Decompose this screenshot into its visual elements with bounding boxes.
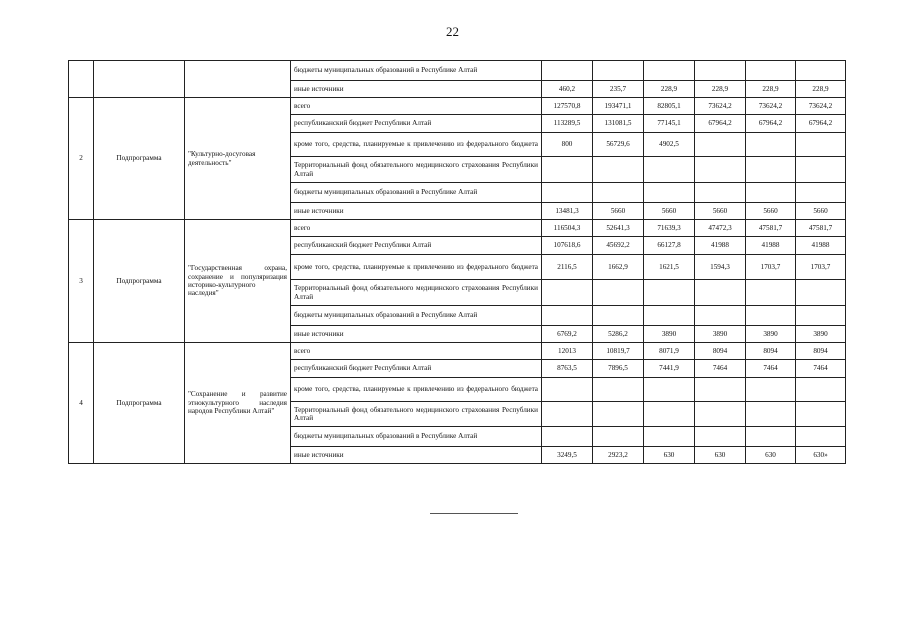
value-cell: 3890 (796, 326, 846, 343)
subprogram-number: 4 (69, 343, 94, 464)
source-label: всего (291, 343, 542, 360)
value-cell: 12013 (542, 343, 593, 360)
value-cell: 5660 (796, 203, 846, 220)
value-cell: 66127,8 (644, 237, 695, 255)
value-cell: 8094 (695, 343, 746, 360)
value-cell (644, 402, 695, 427)
continued-idx-cell (69, 61, 94, 98)
subprogram-number: 3 (69, 220, 94, 343)
subprogram-type: Подпрограмма (94, 220, 185, 343)
end-rule (430, 513, 518, 514)
value-cell (746, 378, 796, 402)
value-cell (542, 378, 593, 402)
value-cell: 73624,2 (695, 98, 746, 115)
value-cell (593, 61, 644, 81)
value-cell: 8763,5 (542, 360, 593, 378)
value-cell: 10819,7 (593, 343, 644, 360)
value-cell (746, 280, 796, 306)
source-label: республиканский бюджет Республики Алтай (291, 237, 542, 255)
value-cell: 52641,3 (593, 220, 644, 237)
value-cell (593, 378, 644, 402)
value-cell (695, 402, 746, 427)
value-cell (695, 306, 746, 326)
subprogram-type: Подпрограмма (94, 98, 185, 220)
value-cell: 7464 (695, 360, 746, 378)
value-cell: 67964,2 (695, 115, 746, 133)
value-cell: 41988 (746, 237, 796, 255)
table-row (69, 98, 846, 115)
value-cell (695, 280, 746, 306)
source-label: всего (291, 220, 542, 237)
value-cell: 77145,1 (644, 115, 695, 133)
value-cell: 1703,7 (796, 255, 846, 280)
value-cell: 630 (746, 447, 796, 464)
value-cell (644, 183, 695, 203)
subprogram-name: "Государственная охрана, сохранение и популяризация историко-культурного наследия" (185, 220, 291, 343)
value-cell: 228,9 (796, 81, 846, 98)
value-cell: 800 (542, 133, 593, 157)
value-cell (796, 183, 846, 203)
value-cell: 41988 (796, 237, 846, 255)
source-label: иные источники (291, 326, 542, 343)
value-cell (746, 183, 796, 203)
value-cell (593, 306, 644, 326)
value-cell: 7464 (796, 360, 846, 378)
value-cell: 8094 (746, 343, 796, 360)
value-cell: 630 (644, 447, 695, 464)
source-label: кроме того, средства, планируемые к привлечению из федерального бюджета (291, 133, 542, 157)
value-cell (746, 306, 796, 326)
value-cell: 47581,7 (796, 220, 846, 237)
value-cell: 127570,8 (542, 98, 593, 115)
value-cell (593, 280, 644, 306)
source-label: бюджеты муниципальных образований в Республике Алтай (291, 61, 542, 81)
value-cell: 47472,3 (695, 220, 746, 237)
value-cell: 47581,7 (746, 220, 796, 237)
value-cell (644, 61, 695, 81)
value-cell: 113289,5 (542, 115, 593, 133)
source-label: кроме того, средства, планируемые к привлечению из федерального бюджета (291, 378, 542, 402)
value-cell: 73624,2 (796, 98, 846, 115)
continued-name-cell (185, 61, 291, 98)
value-cell: 13481,3 (542, 203, 593, 220)
value-cell (746, 157, 796, 183)
value-cell: 2116,5 (542, 255, 593, 280)
source-label: республиканский бюджет Республики Алтай (291, 360, 542, 378)
continued-type-cell (94, 61, 185, 98)
value-cell (593, 157, 644, 183)
value-cell: 5660 (746, 203, 796, 220)
value-cell (695, 378, 746, 402)
source-label: всего (291, 98, 542, 115)
source-label: бюджеты муниципальных образований в Республике Алтай (291, 427, 542, 447)
value-cell: 116504,3 (542, 220, 593, 237)
value-cell (644, 427, 695, 447)
value-cell (644, 306, 695, 326)
value-cell (796, 157, 846, 183)
value-cell: 228,9 (746, 81, 796, 98)
value-cell (796, 280, 846, 306)
value-cell: 3890 (644, 326, 695, 343)
value-cell: 8071,9 (644, 343, 695, 360)
value-cell: 5660 (644, 203, 695, 220)
value-cell (695, 157, 746, 183)
value-cell (644, 378, 695, 402)
value-cell (746, 133, 796, 157)
source-label: Территориальный фонд обязательного медицинского страхования Республики Алтай (291, 157, 542, 183)
source-label: иные источники (291, 447, 542, 464)
value-cell: 2923,2 (593, 447, 644, 464)
value-cell (746, 427, 796, 447)
value-cell (542, 183, 593, 203)
source-label: бюджеты муниципальных образований в Республике Алтай (291, 183, 542, 203)
value-cell (796, 61, 846, 81)
value-cell (695, 133, 746, 157)
value-cell: 7896,5 (593, 360, 644, 378)
source-label: кроме того, средства, планируемые к привлечению из федерального бюджета (291, 255, 542, 280)
source-label: Территориальный фонд обязательного медицинского страхования Республики Алтай (291, 280, 542, 306)
value-cell (695, 183, 746, 203)
value-cell: 7441,9 (644, 360, 695, 378)
value-cell: 3890 (746, 326, 796, 343)
value-cell (695, 427, 746, 447)
value-cell: 71639,3 (644, 220, 695, 237)
source-label: Территориальный фонд обязательного медицинского страхования Республики Алтай (291, 402, 542, 427)
value-cell: 82805,1 (644, 98, 695, 115)
table-row (69, 343, 846, 360)
value-cell: 7464 (746, 360, 796, 378)
value-cell: 3890 (695, 326, 746, 343)
value-cell (644, 157, 695, 183)
value-cell (542, 306, 593, 326)
value-cell (542, 280, 593, 306)
value-cell (796, 378, 846, 402)
source-label: бюджеты муниципальных образований в Республике Алтай (291, 306, 542, 326)
value-cell: 41988 (695, 237, 746, 255)
value-cell (542, 402, 593, 427)
subprogram-type: Подпрограмма (94, 343, 185, 464)
value-cell (542, 157, 593, 183)
value-cell: 56729,6 (593, 133, 644, 157)
value-cell: 1594,3 (695, 255, 746, 280)
subprogram-number: 2 (69, 98, 94, 220)
value-cell (746, 402, 796, 427)
value-cell: 73624,2 (746, 98, 796, 115)
value-cell: 630» (796, 447, 846, 464)
value-cell: 1662,9 (593, 255, 644, 280)
value-cell (796, 306, 846, 326)
source-label: иные источники (291, 203, 542, 220)
value-cell (695, 61, 746, 81)
value-cell: 131081,5 (593, 115, 644, 133)
table-body (69, 61, 846, 464)
value-cell (593, 427, 644, 447)
value-cell: 5286,2 (593, 326, 644, 343)
page-number: 22 (446, 24, 459, 39)
value-cell (542, 61, 593, 81)
value-cell: 630 (695, 447, 746, 464)
value-cell: 107618,6 (542, 237, 593, 255)
value-cell: 67964,2 (796, 115, 846, 133)
value-cell: 228,9 (644, 81, 695, 98)
value-cell: 8094 (796, 343, 846, 360)
source-label: республиканский бюджет Республики Алтай (291, 115, 542, 133)
value-cell (593, 183, 644, 203)
table-row (69, 61, 846, 81)
value-cell (542, 427, 593, 447)
table-row (69, 220, 846, 237)
value-cell: 6769,2 (542, 326, 593, 343)
value-cell: 193471,1 (593, 98, 644, 115)
value-cell (796, 427, 846, 447)
value-cell: 228,9 (695, 81, 746, 98)
value-cell (644, 280, 695, 306)
budget-table (68, 60, 846, 464)
value-cell: 1703,7 (746, 255, 796, 280)
value-cell: 5660 (593, 203, 644, 220)
value-cell (746, 61, 796, 81)
source-label: иные источники (291, 81, 542, 98)
subprogram-name: "Культурно-досуговая деятельность" (185, 98, 291, 220)
value-cell: 3249,5 (542, 447, 593, 464)
value-cell: 67964,2 (746, 115, 796, 133)
value-cell: 235,7 (593, 81, 644, 98)
value-cell: 45692,2 (593, 237, 644, 255)
value-cell (796, 402, 846, 427)
subprogram-name: "Сохранение и развитие этнокультурного наследия народов Республики Алтай" (185, 343, 291, 464)
value-cell (796, 133, 846, 157)
value-cell: 460,2 (542, 81, 593, 98)
value-cell: 4902,5 (644, 133, 695, 157)
value-cell (593, 402, 644, 427)
value-cell: 5660 (695, 203, 746, 220)
value-cell: 1621,5 (644, 255, 695, 280)
